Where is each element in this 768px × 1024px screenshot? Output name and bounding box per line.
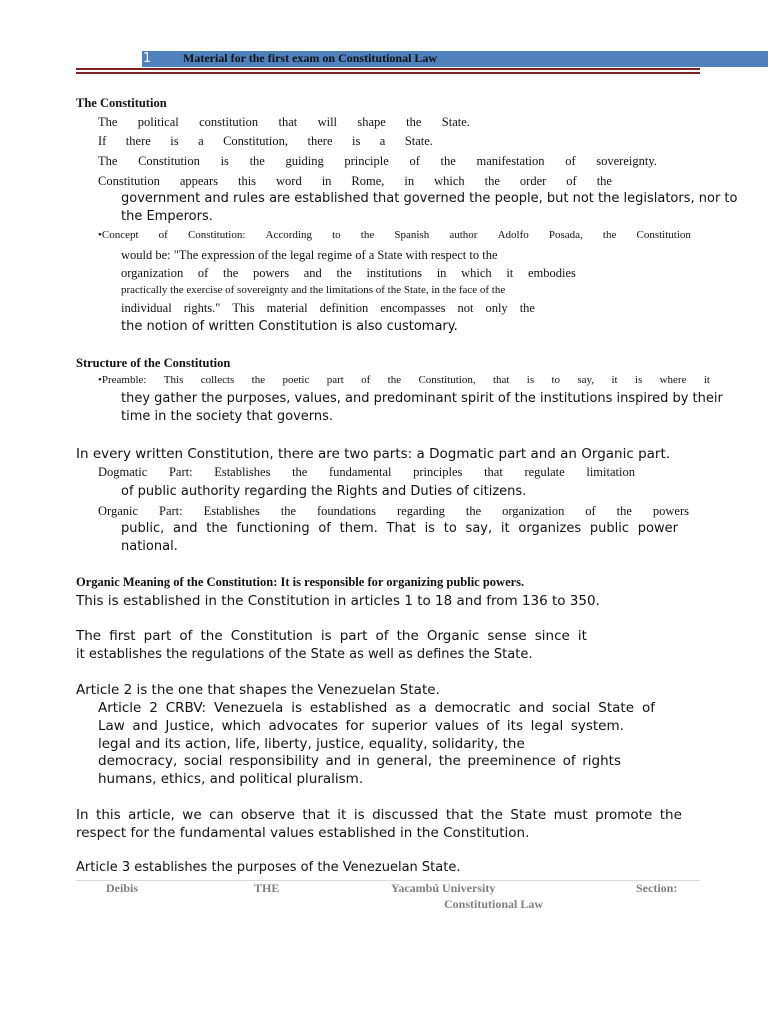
- word: in: [321, 174, 332, 188]
- word: observe: [240, 807, 295, 823]
- section-heading: Structure of the Constitution: [76, 356, 231, 370]
- word: word: [276, 174, 302, 188]
- word: the: [406, 115, 422, 129]
- word: public: [589, 521, 629, 536]
- word: it: [337, 807, 347, 823]
- word: we: [182, 807, 202, 823]
- word: values: [434, 718, 479, 734]
- word: powers: [252, 266, 290, 280]
- word: State: [510, 807, 547, 823]
- word: and: [325, 753, 351, 769]
- word: encompasses: [380, 301, 446, 315]
- section-heading: The Constitution: [76, 96, 167, 110]
- word: Venezuela: [213, 700, 284, 716]
- word: Constitution: [230, 628, 313, 644]
- page-number: 1: [143, 51, 152, 66]
- word: which: [221, 718, 261, 734]
- word: the: [387, 374, 402, 386]
- word: them.: [339, 521, 378, 536]
- word: individual: [121, 301, 172, 315]
- word: is: [320, 628, 332, 644]
- word: CRBV:: [165, 700, 207, 716]
- word: Article: [98, 700, 142, 716]
- footer-course: Constitutional Law: [444, 897, 544, 911]
- word: State.: [404, 134, 433, 148]
- word: and: [303, 266, 322, 280]
- footer-university: Yacambú University: [391, 881, 496, 895]
- word: that: [278, 115, 298, 129]
- text-line: [98, 134, 433, 149]
- word: Constitution,: [223, 134, 289, 148]
- word: the: [251, 374, 266, 386]
- word: article,: [128, 807, 175, 823]
- word: the: [480, 807, 503, 823]
- word: rights.": [183, 301, 221, 315]
- word: and: [132, 718, 158, 734]
- word: to: [332, 229, 341, 241]
- section-heading: Organic Meaning of the Constitution: It is responsible for organizing public powers.: [76, 575, 525, 589]
- word: appears: [179, 174, 218, 188]
- word: principles: [413, 465, 463, 479]
- word: discussed: [372, 807, 439, 823]
- word: the: [616, 504, 632, 518]
- word: State: [598, 700, 635, 716]
- word: •Preamble:: [98, 374, 147, 386]
- word: part: [326, 374, 344, 386]
- word: and: [518, 700, 544, 716]
- word: the: [602, 229, 617, 241]
- word: power: [637, 521, 678, 536]
- word: the: [438, 753, 461, 769]
- word: for: [345, 718, 365, 734]
- word: is: [526, 374, 535, 386]
- word: of: [565, 154, 576, 168]
- text-line: government and rules are established that governed the people, but not the legislators, nor to: [121, 191, 738, 206]
- footer-the: THE: [254, 881, 280, 895]
- word: principle: [344, 154, 389, 168]
- word: rights: [582, 753, 621, 769]
- word: Organic: [98, 504, 139, 518]
- word: the: [249, 154, 265, 168]
- word: of: [375, 628, 389, 644]
- word: the: [280, 504, 297, 518]
- word: guiding: [285, 154, 324, 168]
- word: sense: [487, 628, 527, 644]
- word: Justice,: [165, 718, 215, 734]
- footer-author: Deibis: [106, 881, 139, 895]
- word: foundations: [317, 504, 377, 518]
- word: is: [424, 521, 435, 536]
- word: must: [553, 807, 588, 823]
- word: the: [596, 174, 612, 188]
- text-line: [121, 301, 535, 316]
- word: Adolfo: [497, 229, 529, 241]
- word: The: [98, 115, 118, 129]
- word: order: [519, 174, 547, 188]
- word: the: [292, 465, 308, 479]
- word: collects: [200, 374, 235, 386]
- text-line: This is established in the Constitution in articles 1 to 18 and from 136 to 350.: [76, 593, 600, 609]
- word: there: [125, 134, 151, 148]
- word: part: [339, 628, 368, 644]
- word: Posada,: [548, 229, 583, 241]
- word: in: [404, 174, 415, 188]
- word: the: [440, 154, 456, 168]
- word: The: [76, 628, 102, 644]
- word: a: [198, 134, 204, 148]
- word: social: [183, 753, 223, 769]
- text-line: practically the exercise of sovereignty and the limitations of the State, in the face of the: [121, 284, 506, 296]
- word: a: [418, 700, 427, 716]
- word: advocates: [268, 718, 338, 734]
- word: •Concept: [98, 229, 139, 241]
- word: the: [519, 301, 535, 315]
- word: social: [551, 700, 591, 716]
- word: as: [395, 700, 411, 716]
- word: limitation: [586, 465, 635, 479]
- word: general,: [376, 753, 433, 769]
- text-line: [121, 521, 678, 536]
- text-line: [98, 753, 621, 769]
- word: The: [98, 154, 118, 168]
- word: since: [534, 628, 570, 644]
- footer-rule: [76, 880, 700, 881]
- word: That: [386, 521, 416, 536]
- word: Organic: [426, 628, 480, 644]
- word: the: [659, 807, 682, 823]
- text-line: respect for the fundamental values established in the Constitution.: [76, 825, 530, 841]
- word: shape: [357, 115, 386, 129]
- word: organization: [121, 266, 184, 280]
- word: sovereignty.: [596, 154, 657, 168]
- word: only: [485, 301, 508, 315]
- word: which: [434, 174, 465, 188]
- text-line: [76, 628, 587, 644]
- word: is: [634, 374, 643, 386]
- word: of: [641, 700, 655, 716]
- word: which: [461, 266, 492, 280]
- text-line: humans, ethics, and political pluralism.: [98, 771, 364, 787]
- word: organizes: [518, 521, 582, 536]
- text-line: In every written Constitution, there are two parts: a Dogmatic part and an Organic part.: [76, 446, 671, 462]
- word: of: [409, 154, 420, 168]
- text-line: [98, 174, 612, 189]
- word: in: [357, 753, 370, 769]
- word: legal: [530, 718, 564, 734]
- text-line: the notion of written Constitution is also customary.: [121, 319, 458, 334]
- word: 2: [149, 700, 158, 716]
- word: first: [109, 628, 136, 644]
- word: Constitution:: [187, 229, 246, 241]
- text-line: Article 3 establishes the purposes of the Venezuelan State.: [76, 860, 461, 875]
- text-line: [98, 504, 689, 519]
- word: in: [436, 266, 447, 280]
- text-line: national.: [121, 539, 178, 554]
- word: Establishes: [203, 504, 260, 518]
- word: is: [170, 134, 179, 148]
- word: of: [562, 753, 576, 769]
- word: Establishes: [214, 465, 271, 479]
- word: author: [449, 229, 478, 241]
- word: where: [659, 374, 687, 386]
- word: regulate: [524, 465, 565, 479]
- text-line: [76, 807, 682, 823]
- word: is: [220, 154, 229, 168]
- word: poetic: [282, 374, 310, 386]
- word: responsibility: [228, 753, 319, 769]
- word: is: [351, 134, 361, 148]
- header-rule: [76, 72, 700, 74]
- word: the: [223, 266, 239, 280]
- word: of: [585, 504, 596, 518]
- word: the: [465, 504, 482, 518]
- word: the: [200, 628, 223, 644]
- word: Dogmatic: [98, 465, 148, 479]
- text-line: the Emperors.: [121, 209, 213, 224]
- word: material: [266, 301, 308, 315]
- text-line: [98, 115, 470, 130]
- text-line: [98, 718, 624, 734]
- word: preeminence: [467, 753, 556, 769]
- word: Rome,: [351, 174, 385, 188]
- word: powers: [652, 504, 689, 518]
- word: public,: [121, 521, 165, 536]
- word: this: [237, 174, 257, 188]
- text-line: it establishes the regulations of the State as well as defines the State.: [76, 647, 533, 662]
- word: that: [484, 465, 503, 479]
- word: the: [396, 628, 419, 644]
- word: that: [492, 374, 510, 386]
- word: Law: [98, 718, 125, 734]
- text-line: of public authority regarding the Rights and Duties of citizens.: [121, 484, 527, 499]
- word: not: [457, 301, 474, 315]
- word: that: [445, 807, 474, 823]
- word: it: [506, 266, 514, 280]
- word: fundamental: [329, 465, 392, 479]
- text-line: [121, 266, 576, 281]
- word: embodies: [527, 266, 576, 280]
- word: According: [265, 229, 312, 241]
- word: political: [137, 115, 179, 129]
- word: democracy,: [98, 753, 178, 769]
- word: State.: [441, 115, 470, 129]
- text-line: [98, 465, 635, 480]
- word: promote: [595, 807, 653, 823]
- word: organization: [502, 504, 565, 518]
- word: system.: [570, 718, 624, 734]
- word: it: [611, 374, 618, 386]
- word: this: [96, 807, 121, 823]
- word: established: [309, 700, 388, 716]
- word: of: [486, 718, 500, 734]
- word: there: [307, 134, 333, 148]
- word: of: [361, 374, 371, 386]
- word: a: [379, 134, 386, 148]
- word: Constitution: [636, 229, 691, 241]
- header-rule: [76, 68, 700, 70]
- word: In: [76, 807, 89, 823]
- word: Constitution: [138, 154, 200, 168]
- word: of: [179, 628, 193, 644]
- word: say,: [577, 374, 595, 386]
- text-line: legal and its action, life, liberty, justice, equality, solidarity, the: [98, 736, 525, 752]
- text-line: [98, 154, 657, 169]
- word: say,: [465, 521, 493, 536]
- word: Part:: [159, 504, 183, 518]
- word: superior: [371, 718, 428, 734]
- word: Spanish: [394, 229, 430, 241]
- word: regarding: [396, 504, 445, 518]
- word: manifestation: [476, 154, 545, 168]
- word: Constitution: [98, 174, 160, 188]
- word: it: [500, 521, 510, 536]
- word: to: [443, 521, 457, 536]
- word: will: [317, 115, 338, 129]
- word: of: [197, 266, 209, 280]
- word: of: [318, 521, 331, 536]
- word: can: [209, 807, 234, 823]
- word: constitution: [199, 115, 259, 129]
- word: it: [703, 374, 710, 386]
- word: is: [353, 807, 365, 823]
- word: This: [163, 374, 184, 386]
- text-line: they gather the purposes, values, and predominant spirit of the institutions inspired by their: [121, 391, 723, 406]
- word: of: [158, 229, 168, 241]
- word: of: [566, 174, 577, 188]
- word: and: [173, 521, 198, 536]
- word: functioning: [236, 521, 310, 536]
- word: to: [551, 374, 561, 386]
- word: that: [302, 807, 330, 823]
- text-line: Article 2 is the one that shapes the Venezuelan State.: [76, 682, 440, 698]
- text-line: would be: "The expression of the legal regime of a State with respect to the: [121, 248, 498, 262]
- word: institutions: [366, 266, 423, 280]
- word: is: [291, 700, 302, 716]
- word: part: [143, 628, 172, 644]
- word: the: [360, 229, 375, 241]
- word: Part:: [168, 465, 193, 479]
- word: This: [232, 301, 255, 315]
- word: the: [206, 521, 228, 536]
- text-line: [98, 700, 655, 716]
- text-line: time in the society that governs.: [121, 409, 334, 424]
- word: democratic: [434, 700, 511, 716]
- word: definition: [319, 301, 369, 315]
- word: Constitution,: [418, 374, 476, 386]
- footer-section: Section:: [636, 881, 678, 895]
- header-title: Material for the first exam on Constitutional Law: [183, 51, 438, 65]
- text-line: [98, 229, 691, 241]
- word: its: [506, 718, 523, 734]
- word: the: [336, 266, 352, 280]
- word: it: [577, 628, 587, 644]
- word: the: [484, 174, 500, 188]
- text-line: [98, 374, 710, 386]
- word: If: [98, 134, 107, 148]
